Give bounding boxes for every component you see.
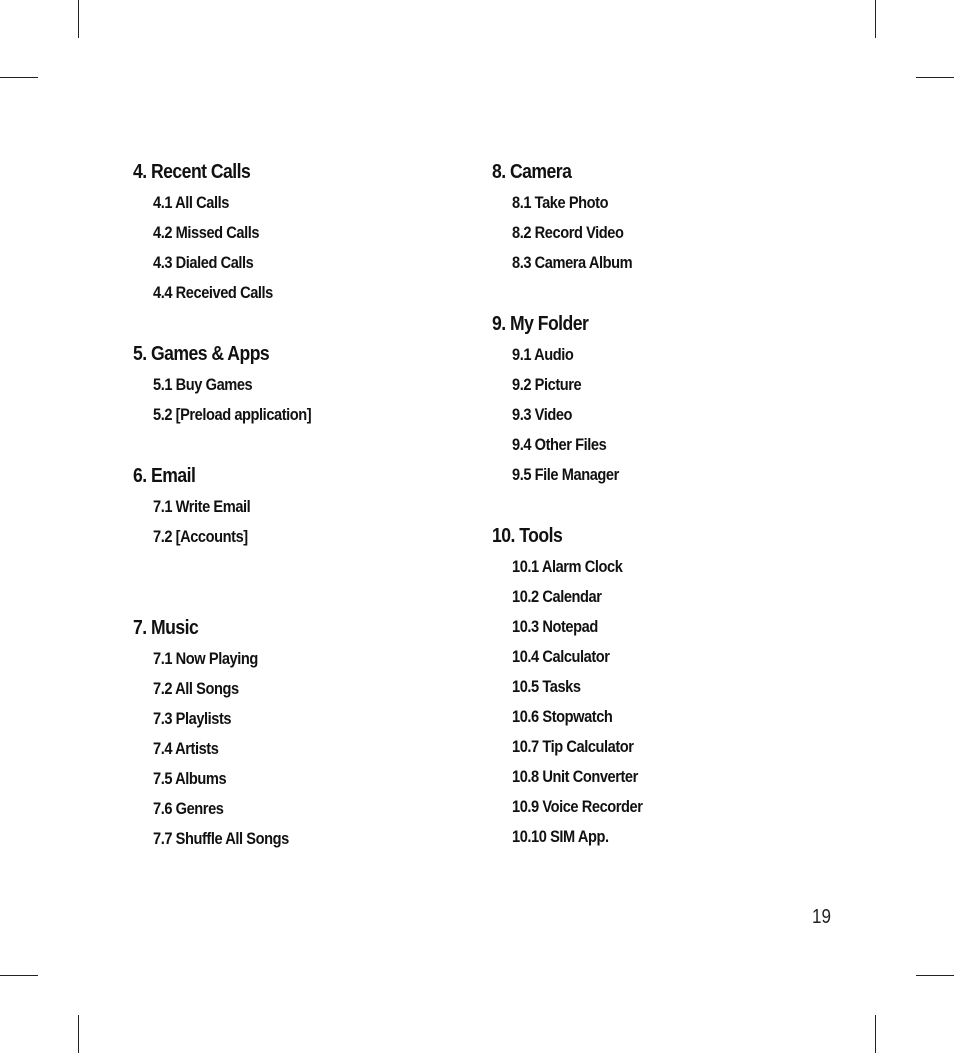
menu-item: 10.2 Calendar <box>512 587 602 606</box>
menu-item: 7.4 Artists <box>153 739 219 758</box>
menu-item: 10.1 Alarm Clock <box>512 557 623 576</box>
crop-mark-bottom-right-horizontal <box>916 975 954 976</box>
item-list <box>492 188 664 278</box>
menu-item: 7.2 [Accounts] <box>153 527 248 546</box>
section-music <box>133 614 337 854</box>
section-title: 8. Camera <box>492 161 572 183</box>
section-camera <box>492 158 664 278</box>
item-list <box>492 340 664 490</box>
menu-item: 10.9 Voice Recorder <box>512 797 643 816</box>
crop-mark-bottom-left-horizontal <box>0 975 38 976</box>
menu-item: 7.1 Now Playing <box>153 649 258 668</box>
menu-item: 9.4 Other Files <box>512 435 607 454</box>
section-my-folder <box>492 310 664 490</box>
section-title: 4. Recent Calls <box>133 161 251 183</box>
menu-item: 7.1 Write Email <box>153 497 251 516</box>
crop-mark-top-right-vertical <box>875 0 876 38</box>
item-list <box>133 644 337 854</box>
crop-mark-bottom-right-vertical <box>875 1015 876 1053</box>
menu-item: 4.3 Dialed Calls <box>153 253 254 272</box>
menu-item: 10.6 Stopwatch <box>512 707 613 726</box>
menu-item: 10.4 Calculator <box>512 647 610 666</box>
section-title: 9. My Folder <box>492 313 589 335</box>
section-title: 6. Email <box>133 465 196 487</box>
section-games-apps <box>133 340 337 430</box>
menu-item: 7.7 Shuffle All Songs <box>153 829 289 848</box>
menu-item: 4.1 All Calls <box>153 193 229 212</box>
section-title: 7. Music <box>133 617 199 639</box>
menu-item: 8.3 Camera Album <box>512 253 633 272</box>
section-email <box>133 462 337 552</box>
item-list <box>133 492 337 552</box>
crop-mark-bottom-left-vertical <box>78 1015 79 1053</box>
menu-item: 9.1 Audio <box>512 345 574 364</box>
menu-item: 10.7 Tip Calculator <box>512 737 634 756</box>
section-tools <box>492 522 664 852</box>
menu-item: 10.10 SIM App. <box>512 827 609 846</box>
menu-column-right <box>492 158 664 852</box>
crop-mark-top-right-horizontal <box>916 77 954 78</box>
menu-column-left <box>133 158 337 854</box>
menu-item: 8.1 Take Photo <box>512 193 609 212</box>
menu-item: 5.2 [Preload application] <box>153 405 312 424</box>
menu-item: 9.5 File Manager <box>512 465 619 484</box>
menu-item: 10.3 Notepad <box>512 617 598 636</box>
section-title: 10. Tools <box>492 525 563 547</box>
menu-item: 4.2 Missed Calls <box>153 223 260 242</box>
crop-mark-top-left-vertical <box>78 0 79 38</box>
menu-item: 8.2 Record Video <box>512 223 624 242</box>
menu-item: 9.3 Video <box>512 405 573 424</box>
menu-item: 7.3 Playlists <box>153 709 232 728</box>
menu-item: 10.8 Unit Converter <box>512 767 638 786</box>
menu-item: 7.6 Genres <box>153 799 224 818</box>
section-recent-calls <box>133 158 337 308</box>
item-list <box>492 552 664 852</box>
menu-item: 7.2 All Songs <box>153 679 239 698</box>
item-list <box>133 188 337 308</box>
menu-item: 10.5 Tasks <box>512 677 581 696</box>
menu-item: 5.1 Buy Games <box>153 375 253 394</box>
crop-mark-top-left-horizontal <box>0 77 38 78</box>
menu-item: 9.2 Picture <box>512 375 582 394</box>
menu-item: 7.5 Albums <box>153 769 227 788</box>
item-list <box>133 370 337 430</box>
section-title: 5. Games & Apps <box>133 343 270 365</box>
page-number: 19 <box>812 906 831 928</box>
menu-item: 4.4 Received Calls <box>153 283 273 302</box>
